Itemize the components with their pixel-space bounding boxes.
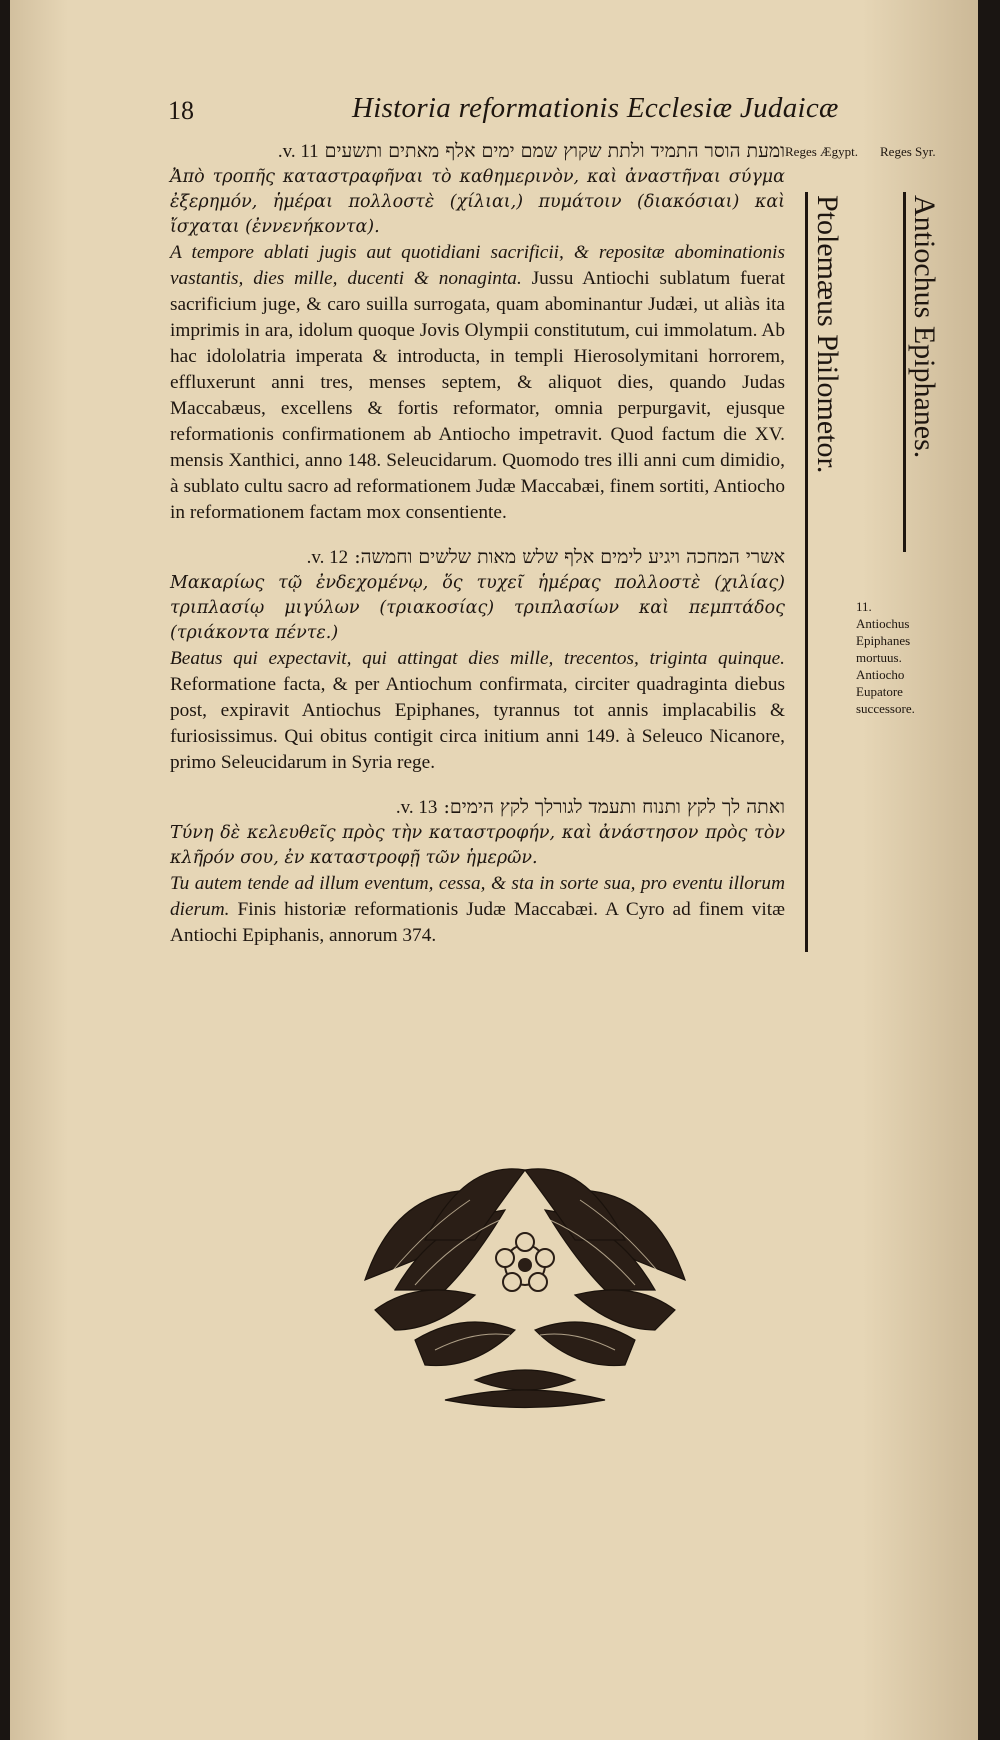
column-header-egypt: Reges Ægypt. — [785, 144, 858, 159]
verse-13-hebrew — [170, 794, 785, 821]
verse-11-commentary: Jussu Antiochi sublatum fuerat sacrificium juge, & caro suilla surrogata, quam abominantur Judæi, ut aliàs ita imprimis in ara, idolum quoque Jovis Olympii constitutum, cui immolatum. Ab hac idololatria imperata & introducta, in templi Hierosolymitani horrorem, effluxerunt anni tres, menses septem, & aliquot dies, quando Judas Maccabæus, excellens & fortis reformator, omnia perpurgavit, ejusque reformationis confirmationem ab Antiocho impetravit. Quod factum die XV. mensis Xanthici, anno 148. Seleucidarum. Quomodo tres illi anni cum dimidio, à sublato cultu sacro ad reformationem Judæ Maccabæi, finem sortiti, Antiocho in reformationem factam mox consentiente. — [170, 268, 785, 523]
verse-12-latin — [170, 646, 785, 776]
verse-11-label: v. 11. — [277, 141, 319, 162]
margin-rule-egypt — [805, 192, 808, 952]
verse-13-latin — [170, 871, 785, 949]
running-title: Historia reformationis Ecclesiæ Judaicæ — [352, 92, 839, 124]
margin-note-text: Antiochus Epiphanes mortuus. Antiocho Eupatore successore. — [856, 616, 915, 716]
book-page — [10, 0, 978, 1740]
margin-rule-syria — [903, 192, 906, 552]
verse-12-latin-translation: Beatus qui expectavit, qui attingat dies mille, trecentos, triginta quinque. — [170, 648, 785, 669]
column-header-syria: Reges Syr. — [880, 144, 936, 159]
verse-13-latin-translation: Tu autem tende ad illum eventum, cessa, & sta in sorte sua, pro eventu illorum dierum. — [170, 873, 785, 920]
margin-note-syria — [856, 598, 948, 717]
verse-11-latin-translation: A tempore ablati jugis aut quotidiani sacrificii, & repositæ abominationis vastantis, dies mille, ducenti & nonaginta. — [170, 242, 785, 289]
ruler-syria-name: Antiochus Epiphanes. — [908, 195, 941, 459]
verse-12-hebrew — [170, 544, 785, 571]
verse-12-label: v. 12. — [306, 547, 349, 568]
verse-13-label: v. 13. — [395, 797, 438, 818]
verse-12-greek: Μακαρίως τῷ ἐνδεχομένῳ, ὅς τυχεῖ ἡμέρας πολλοστὲ (χιλίας) τριπλασίῳ μιγύλων (τριακοσίας) τριπλασίων καὶ πεμπτάδος (τριάκοντα πέντε.) — [170, 573, 785, 643]
verse-11-hebrew-text: ומעת הוסר התמיד ולתת שקוץ שמם ימים אלף מאתים ותשעים — [324, 140, 785, 162]
page-number: 18 — [168, 96, 194, 125]
verse-12-commentary: Reformatione facta, & per Antiochum confirmata, circiter quadraginta diebus post, expiravit Antiochus Epiphanes, tyrannus tot annis implacabilis & furiosissimus. Qui obitus contigit circa initium anni 149. à Seleuco Nicanore, primo Seleucidarum in Syria rege. — [170, 674, 785, 773]
ruler-egypt-name: Ptolemæus Philometor. — [811, 195, 844, 474]
verse-13-greek: Τύνη δὲ κελευθεῖς πρὸς τὴν καταστροφήν, καὶ ἀνάστησον πρὸς τὸν κλῆρόν σου, ἐν καταστροφῇ τῶν ἡμερῶν. — [170, 823, 785, 868]
verse-11-hebrew — [170, 138, 785, 165]
verse-13-commentary: Finis historiæ reformationis Judæ Maccabæi. A Cyro ad finem vitæ Antiochi Epiphanis, annorum 374. — [170, 899, 786, 946]
margin-note-number: 11. — [856, 599, 872, 614]
verse-11-greek: Ἀπὸ τροπῆς καταστραφῆναι τὸ καθημερινὸν, καὶ ἀναστῆναι σύγμα ἐξερημόν, ἡμέραι πολλοστὲ (χίλιαι,) πυμάτοιν (διακόσιαι) καὶ ἴσχαται (ἐννενήκοντα). — [170, 167, 785, 237]
verse-12-hebrew-text: אשרי המחכה ויגיע לימים אלף שלש מאות שלשים וחמשה: — [354, 546, 785, 568]
woodcut-ornament-icon — [355, 1130, 695, 1430]
verse-13-hebrew-text: ואתה לך לקץ ותנוח ותעמד לגורלך לקץ הימים: — [443, 796, 785, 818]
verse-11-latin — [170, 240, 785, 526]
main-text-column — [170, 138, 785, 949]
